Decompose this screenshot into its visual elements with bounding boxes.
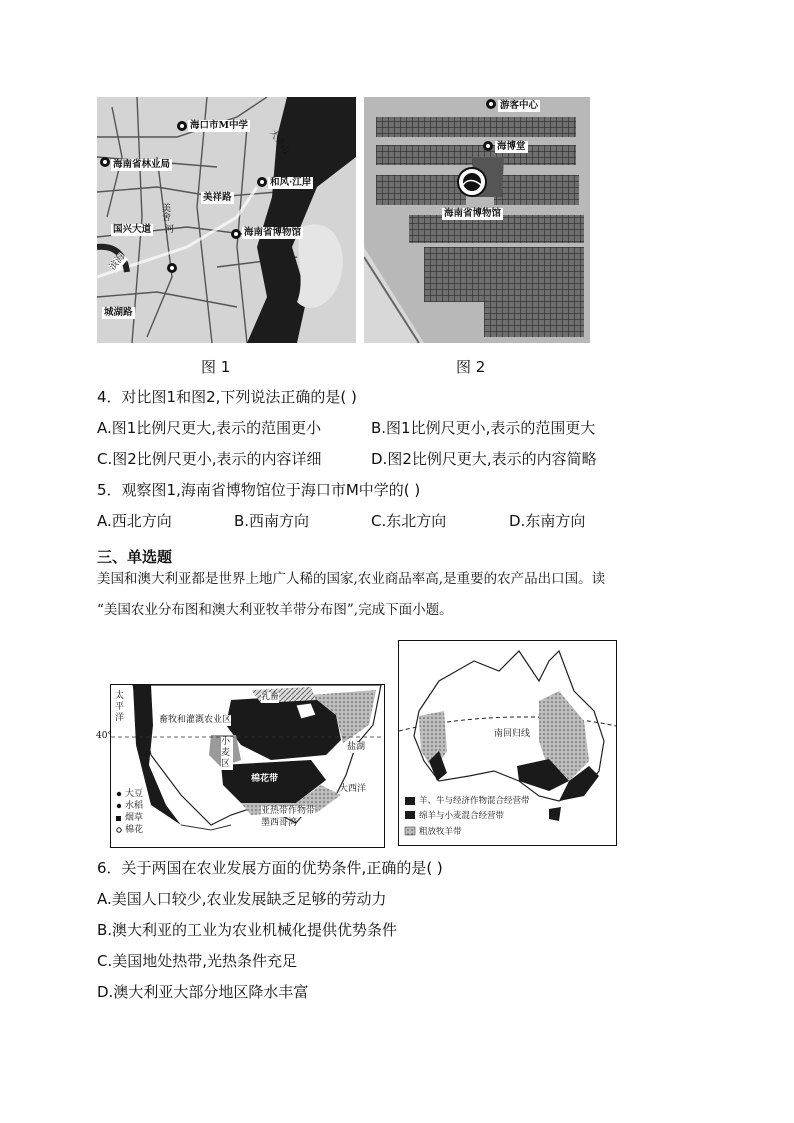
museum2-label: 海南省博物馆 <box>444 208 502 219</box>
usa-ranching-label: 畜牧和灌溉农业区 <box>159 715 232 725</box>
usa-map-graphic <box>111 685 384 847</box>
forestry-pin <box>100 157 110 167</box>
q4-stem: 4．对比图1和图2,下列说法正确的是( ) <box>97 388 357 406</box>
section3-title: 三、单选题 <box>97 548 173 566</box>
usa-agriculture-map <box>110 684 385 848</box>
chenghu-label: 城湖路 <box>104 307 133 318</box>
q5-option-c[interactable]: C.东北方向 <box>371 512 447 530</box>
unnamed-pin <box>167 263 177 273</box>
usa-dairy-label: 乳畜 <box>261 692 280 702</box>
figure1-caption: 图 1 <box>201 358 231 376</box>
visitor-center-pin <box>486 99 496 109</box>
hefeng-pin <box>257 177 267 187</box>
hefeng-label: 和风·江岸 <box>270 177 312 188</box>
guoxing-label: 国兴大道 <box>113 224 152 235</box>
q4-option-a[interactable]: A.图1比例尺更大,表示的范围更小 <box>97 419 322 437</box>
museum-pin <box>231 229 241 239</box>
usa-atlantic-label: 大西洋 <box>339 784 367 794</box>
q6-option-c[interactable]: C.美国地处热带,光热条件充足 <box>97 952 298 970</box>
road-label: 大英山 <box>267 128 291 157</box>
figure2-map <box>364 97 590 343</box>
forestry-label: 海南省林业局 <box>113 159 171 170</box>
meixiang-label: 美祥路 <box>203 192 232 203</box>
meishe-label: 美舍 <box>160 203 170 221</box>
m-school-label: 海口市M中学 <box>190 120 249 131</box>
q4-option-d[interactable]: D.图2比例尺更大,表示的内容简略 <box>371 450 597 468</box>
haibo-hall-pin <box>483 141 493 151</box>
museum-label: 海南省博物馆 <box>244 227 302 238</box>
aus-legend-sheep-wheat: 绵羊与小麦混合经营带 <box>419 811 505 821</box>
usa-boston-label: 盐湖 <box>347 742 366 752</box>
aus-legend-mixed: 羊、牛与经济作物混合经营带 <box>419 796 530 806</box>
q5-option-a[interactable]: A.西北方向 <box>97 512 172 530</box>
section3-intro-line2: “美国农业分布图和澳大利亚牧羊带分布图”,完成下面小题。 <box>97 602 453 618</box>
q4-option-b[interactable]: B.图1比例尺更小,表示的范围更大 <box>371 419 596 437</box>
q6-option-b[interactable]: B.澳大利亚的工业为农业机械化提供优势条件 <box>97 921 398 939</box>
usa-gulf-label: 墨西哥湾 <box>261 818 298 828</box>
q4-option-c[interactable]: C.图2比例尺更小,表示的内容详细 <box>97 450 322 468</box>
usa-pacific-label: 太平洋 <box>115 691 125 723</box>
figure2-map-graphic <box>364 97 590 343</box>
figure2-caption: 图 2 <box>456 358 486 376</box>
binhai-label: 滨海 <box>108 252 128 273</box>
haibo-hall-label: 海博堂 <box>497 141 526 152</box>
usa-subtropical-label: 亚热带作物带 <box>261 806 316 816</box>
q5-stem: 5．观察图1,海南省博物馆位于海口市M中学的( ) <box>97 481 421 499</box>
q5-option-b[interactable]: B.西南方向 <box>234 512 310 530</box>
usa-cotton-label: 棉花带 <box>251 774 279 784</box>
m-school-pin <box>177 121 187 131</box>
river-label: 河 <box>165 225 175 235</box>
usa-legend-tobacco: 烟草 <box>125 813 144 823</box>
aus-legend-grazing: 粗放牧羊带 <box>419 827 462 837</box>
q6-option-d[interactable]: D.澳大利亚大部分地区降水丰富 <box>97 983 309 1001</box>
q6-option-a[interactable]: A.美国人口较少,农业发展缺乏足够的劳动力 <box>97 890 387 908</box>
section3-intro-line1: 美国和澳大利亚都是世界上地广人稀的国家,农业商品率高,是重要的农产品出口国。读 <box>97 571 606 587</box>
usa-legend-cotton: 棉花 <box>125 825 144 835</box>
usa-legend-soybean: 大豆 <box>125 789 144 799</box>
q6-stem: 6．关于两国在农业发展方面的优势条件,正确的是( ) <box>97 859 443 877</box>
australia-sheep-map <box>398 640 617 846</box>
figure1-map <box>97 97 356 343</box>
visitor-center-label: 游客中心 <box>500 100 539 111</box>
aus-tropic-label: 南回归线 <box>494 729 531 739</box>
figure1-map-graphic <box>97 97 356 343</box>
usa-legend-rice: 水稻 <box>125 801 144 811</box>
usa-wheat-label: 小麦区 <box>221 737 233 770</box>
usa-lat40-label: 40° <box>96 731 112 741</box>
q5-option-d[interactable]: D.东南方向 <box>509 512 586 530</box>
